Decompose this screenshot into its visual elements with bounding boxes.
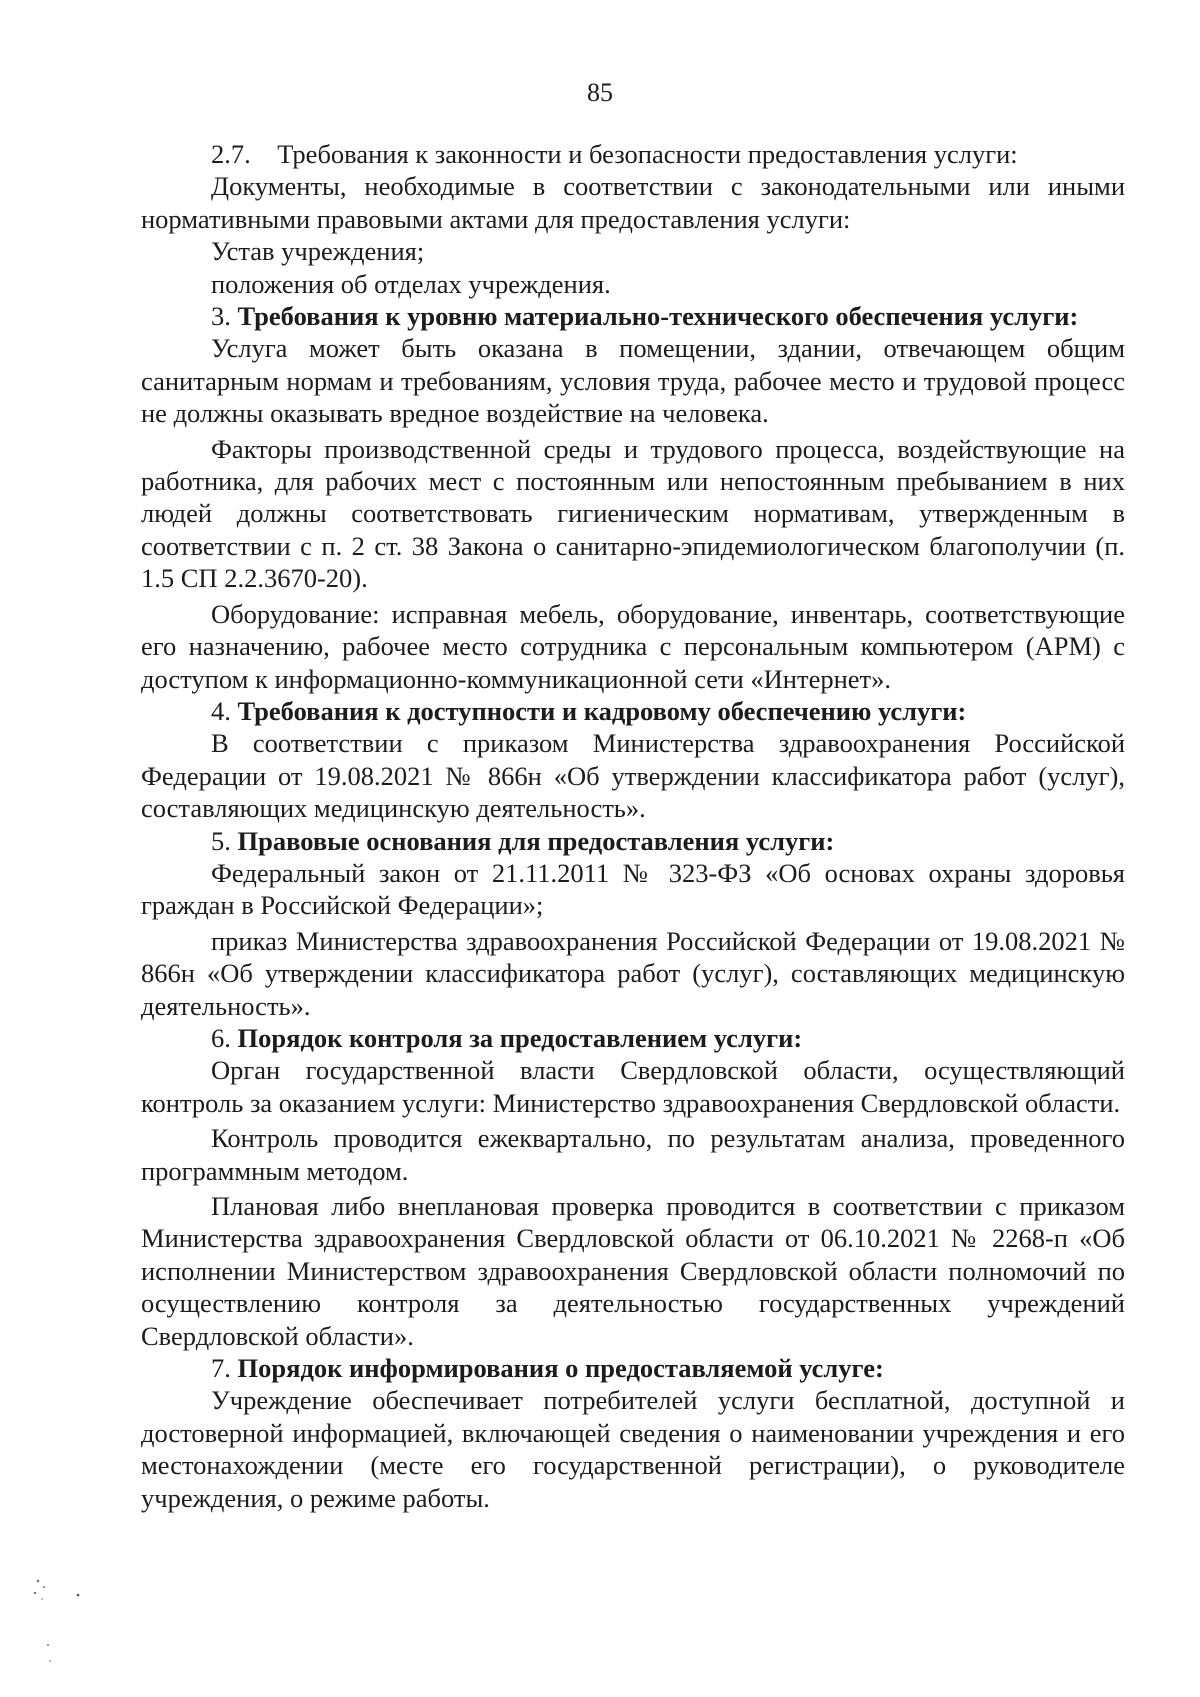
section-6-paragraph: Плановая либо внеплановая проверка проводится в соответствии с приказом Министерства здравоохранения Свердловской области от 06.10.2021 № 2268-п «Об исполнении Министерством здравоохранения Свердловской области полномочий по осуществлению контроля за деятельностью государственных учреждений Свердловской области». <box>141 1191 1125 1351</box>
section-2-7-heading: 2.7. Требования к законности и безопасности предоставления услуги: <box>211 139 1018 169</box>
section-3-paragraph: Услуга может быть оказана в помещении, здании, отвечающем общим санитарным нормам и требованиям, условия труда, рабочее место и трудовой процесс не должны оказывать вредное воздействие на человека. <box>141 333 1125 429</box>
section-5-heading <box>141 825 1125 857</box>
section-7-paragraph: Учреждение обеспечивает потребителей услуги бесплатной, доступной и достоверной информацией, включающей сведения о наименовании учреждения и его местонахождении (месте его государственной регистрации), о руководителе учреждения, о режиме работы. <box>141 1385 1125 1513</box>
scan-noise-dots <box>30 1575 90 1665</box>
section-number: 7. <box>211 1353 238 1384</box>
section-3-paragraph: Оборудование: исправная мебель, оборудование, инвентарь, соответствующие его назначению, рабочее место сотрудника с персональным компьютером (АРМ) с доступом к информационно-коммуникационной сети «Интернет». <box>141 598 1125 694</box>
section-title: Требования к доступности и кадровому обеспечению услуги: <box>237 695 967 726</box>
section-7-heading <box>141 1352 1125 1384</box>
section-5-paragraph: Федеральный закон от 21.11.2011 № 323-ФЗ «Об основах охраны здоровья граждан в Российской Федерации»; <box>141 857 1125 921</box>
section-2-7-paragraph: Документы, необходимые в соответствии с законодательными или иными нормативными правовыми актами для предоставления услуги: <box>141 171 1125 234</box>
section-3-heading <box>141 300 1125 332</box>
section-3-paragraph: Факторы производственной среды и трудового процесса, воздействующие на работника, для рабочих мест с постоянным или непостоянным пребыванием в них людей должны соответствовать гигиеническим нормативам, утвержденным в соответствии с п. 2 ст. 38 Закона о санитарно-эпидемиологическом благополучии (п. 1.5 СП 2.2.3670-20). <box>141 433 1125 594</box>
section-number: 3. <box>211 301 238 332</box>
section-4-paragraph: В соответствии с приказом Министерства здравоохранения Российской Федерации от 19.08.2021 № 866н «Об утверждении классификатора работ (услуг), составляющих медицинскую деятельность». <box>141 728 1125 824</box>
section-title: Порядок контроля за предоставлением услуги: <box>237 1022 803 1053</box>
section-number: 4. <box>211 695 238 726</box>
section-6-paragraph: Орган государственной власти Свердловской области, осуществляющий контроль за оказанием услуги: Министерство здравоохранения Свердловской области. <box>141 1055 1125 1118</box>
section-number: 5. <box>211 825 238 856</box>
section-title: Порядок информирования о предоставляемой услуге: <box>237 1353 884 1384</box>
document-body <box>141 138 1125 1514</box>
section-4-heading <box>141 695 1125 727</box>
page-number: 85 <box>587 78 613 107</box>
section-2-7-list-item: положения об отделах учреждения. <box>211 268 611 299</box>
section-6-heading <box>141 1022 1125 1054</box>
section-6-paragraph: Контроль проводится ежеквартально, по результатам анализа, проведенного программным методом. <box>141 1123 1125 1186</box>
section-2-7-list-item: Устав учреждения; <box>211 236 425 267</box>
section-title: Требования к уровню материально-технического обеспечения услуги: <box>237 301 1079 332</box>
section-5-paragraph: приказ Министерства здравоохранения Российской Федерации от 19.08.2021 № 866н «Об утверждении классификатора работ (услуг), составляющих медицинскую деятельность». <box>141 925 1125 1021</box>
section-title: Правовые основания для предоставления услуги: <box>237 825 835 856</box>
section-number: 6. <box>211 1022 238 1053</box>
